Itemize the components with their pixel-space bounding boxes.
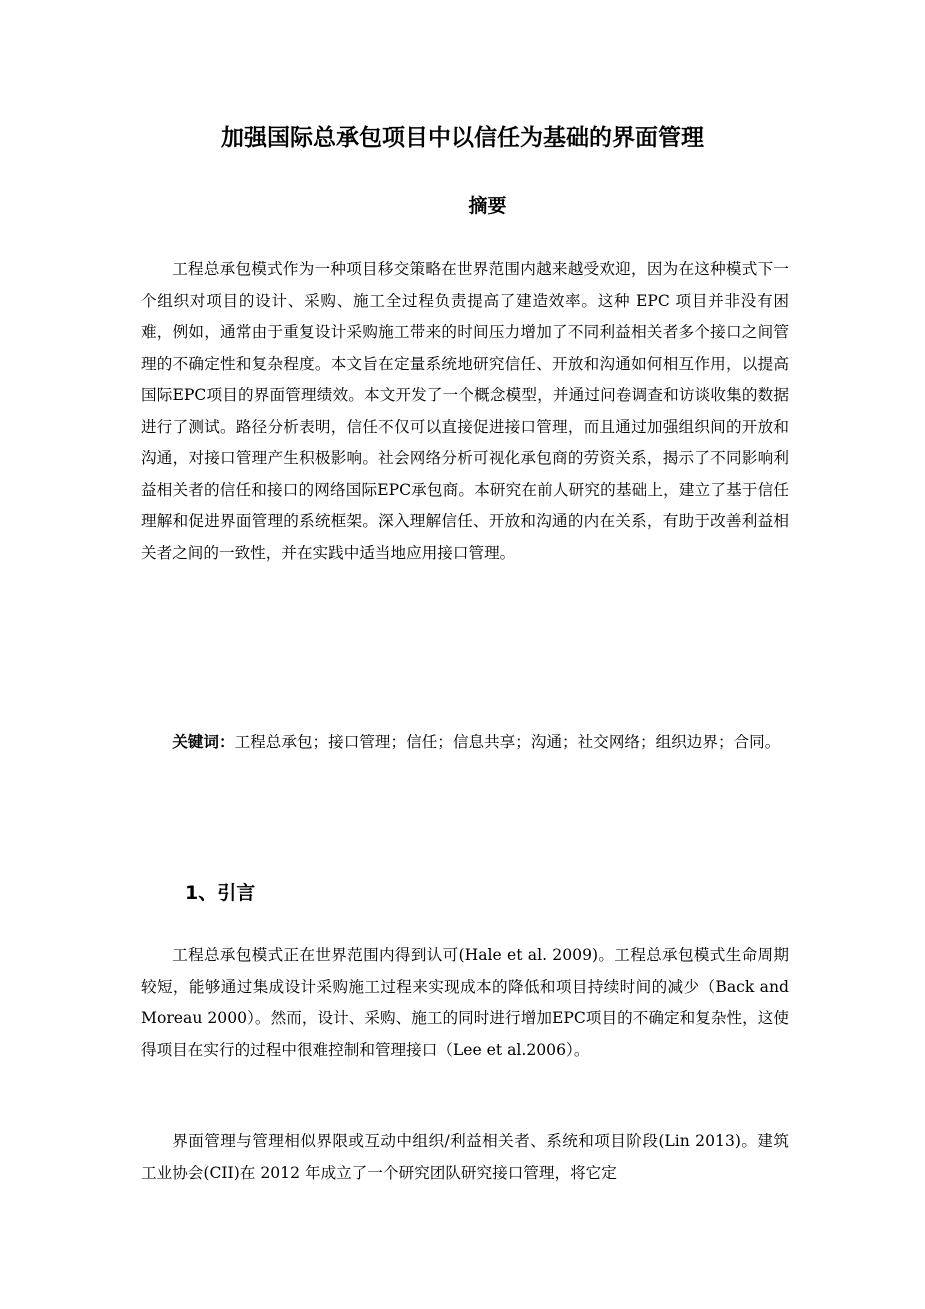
intro-paragraph-2: 界面管理与管理相似界限或互动中组织/利益相关者、系统和项目阶段(Lin 2013)。建筑工业协会(CII)在 2012 年成立了一个研究团队研究接口管理，将它定 xyxy=(141,1132,789,1182)
keywords-text: 工程总承包；接口管理；信任；信息共享；沟通；社交网络；组织边界；合同。 xyxy=(234,733,781,751)
abstract-heading: 摘要 xyxy=(468,195,507,217)
keywords-line xyxy=(141,727,789,759)
abstract-paragraph: 工程总承包模式作为一种项目移交策略在世界范围内越来越受欢迎，因为在这种模式下一个组织对项目的设计、采购、施工全过程负责提高了建造效率。这种 EPC 项目并非没有困难，例如，通常由于重复设计采购施工带来的时间压力增加了不同利益相关者多个接口之间管理的不确定性和复杂程度。本文旨在定量系统地研究信任、开放和沟通如何相互作用，以提高国际EPC项目的界面管理绩效。本文开发了一个概念模型，并通过问卷调查和访谈收集的数据进行了测试。路径分析表明，信任不仅可以直接促进接口管理，而且通过加强组织间的开放和沟通，对接口管理产生积极影响。社会网络分析可视化承包商的劳资关系，揭示了不同影响利益相关者的信任和接口的网络国际EPC承包商。本研究在前人研究的基础上，建立了基于信任理解和促进界面管理的系统框架。深入理解信任、开放和沟通的内在关系，有助于改善利益相关者之间的一致性，并在实践中适当地应用接口管理。 xyxy=(141,260,789,562)
keywords-label: 关键词： xyxy=(172,733,235,751)
section-heading-introduction: 1、引言 xyxy=(185,882,256,904)
intro-paragraph-1: 工程总承包模式正在世界范围内得到认可(Hale et al. 2009)。工程总承包模式生命周期较短，能够通过集成设计采购施工过程来实现成本的降低和项目持续时间的减少（Back and Moreau 2000）。然而，设计、采购、施工的同时进行增加EPC项目的不确定和复杂性，这使得项目在实行的过程中很难控制和管理接口（Lee et al.2006）。 xyxy=(141,946,789,1059)
document-title: 加强国际总承包项目中以信任为基础的界面管理 xyxy=(221,125,704,151)
